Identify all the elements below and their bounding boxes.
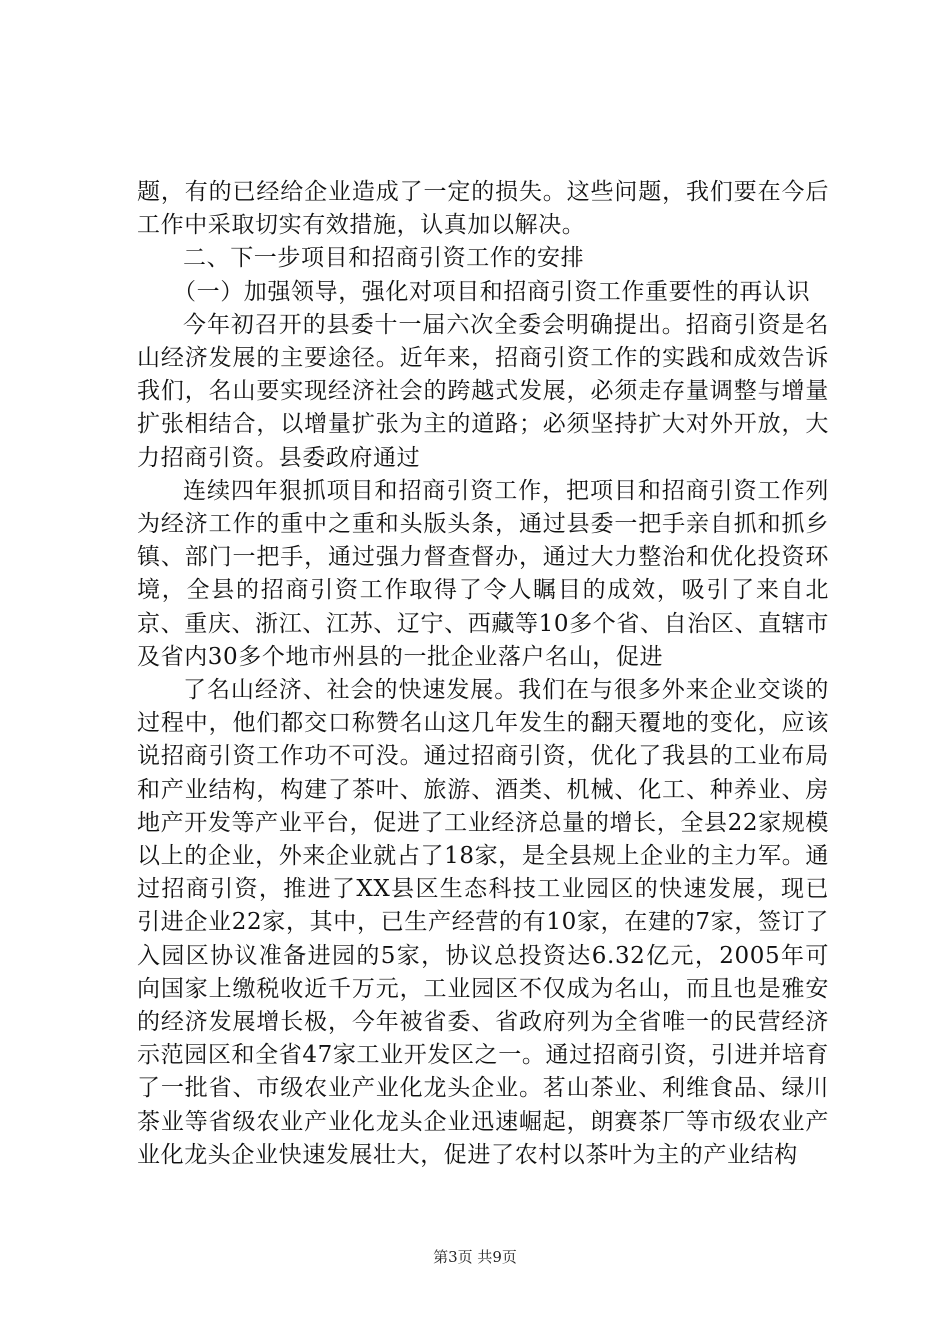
section-heading: 二、下一步项目和招商引资工作的安排 [183, 245, 585, 272]
paragraph: 今年初召开的县委十一届六次全委会明确提出。招商引资是名山经济发展的主要途径。近年来，招商引资工作的实践和成效告诉我们，名山要实现经济社会的跨越式发展，必须走存量调整与增量扩张相结合，以增量扩张为主的道路；必须坚持扩大对外开放，大力招商引资。县委政府通过 [137, 311, 829, 471]
subsection-heading: （一）加强领导，强化对项目和招商引资工作重要性的再认识 [173, 278, 811, 305]
paragraph: 连续四年狠抓项目和招商引资工作，把项目和招商引资工作列为经济工作的重中之重和头版头条，通过县委一把手亲自抓和抓乡镇、部门一把手，通过强力督查督办，通过大力整治和优化投资环境，全县的招商引资工作取得了令人瞩目的成效，吸引了来自北京、重庆、浙江、江苏、辽宁、西藏等10多个省、自治区、直辖市及省内30多个地市州县的一批企业落户名山，促进 [137, 477, 829, 670]
document-body [137, 176, 829, 1172]
page-number-footer: 第3页 共9页 [433, 1248, 517, 1266]
paragraph: 了名山经济、社会的快速发展。我们在与很多外来企业交谈的过程中，他们都交口称赞名山这几年发生的翻天覆地的变化，应该说招商引资工作功不可没。通过招商引资，优化了我县的工业布局和产业结构，构建了茶叶、旅游、酒类、机械、化工、种养业、房地产开发等产业平台，促进了工业经济总量的增长，全县22家规模以上的企业，外来企业就占了18家，是全县规上企业的主力军。通过招商引资，推进了XX县区生态科技工业园区的快速发展，现已引进企业22家，其中，已生产经营的有10家，在建的7家，签订了入园区协议准备进园的5家，协议总投资达6.32亿元，2005年可向国家上缴税收近千万元，工业园区不仅成为名山，而且也是雅安的经济发展增长极，今年被省委、省政府列为全省唯一的民营经济示范园区和全省47家工业开发区之一。通过招商引资，引进并培育了一批省、市级农业产业化龙头企业。茗山茶业、利维食品、绿川茶业等省级农业产业化龙头企业迅速崛起，朗赛茶厂等市级农业产业化龙头企业快速发展壮大，促进了农村以茶叶为主的产业结构 [137, 677, 829, 1168]
paragraph-continuation: 题，有的已经给企业造成了一定的损失。这些问题，我们要在今后工作中采取切实有效措施，认真加以解决。 [137, 179, 829, 239]
